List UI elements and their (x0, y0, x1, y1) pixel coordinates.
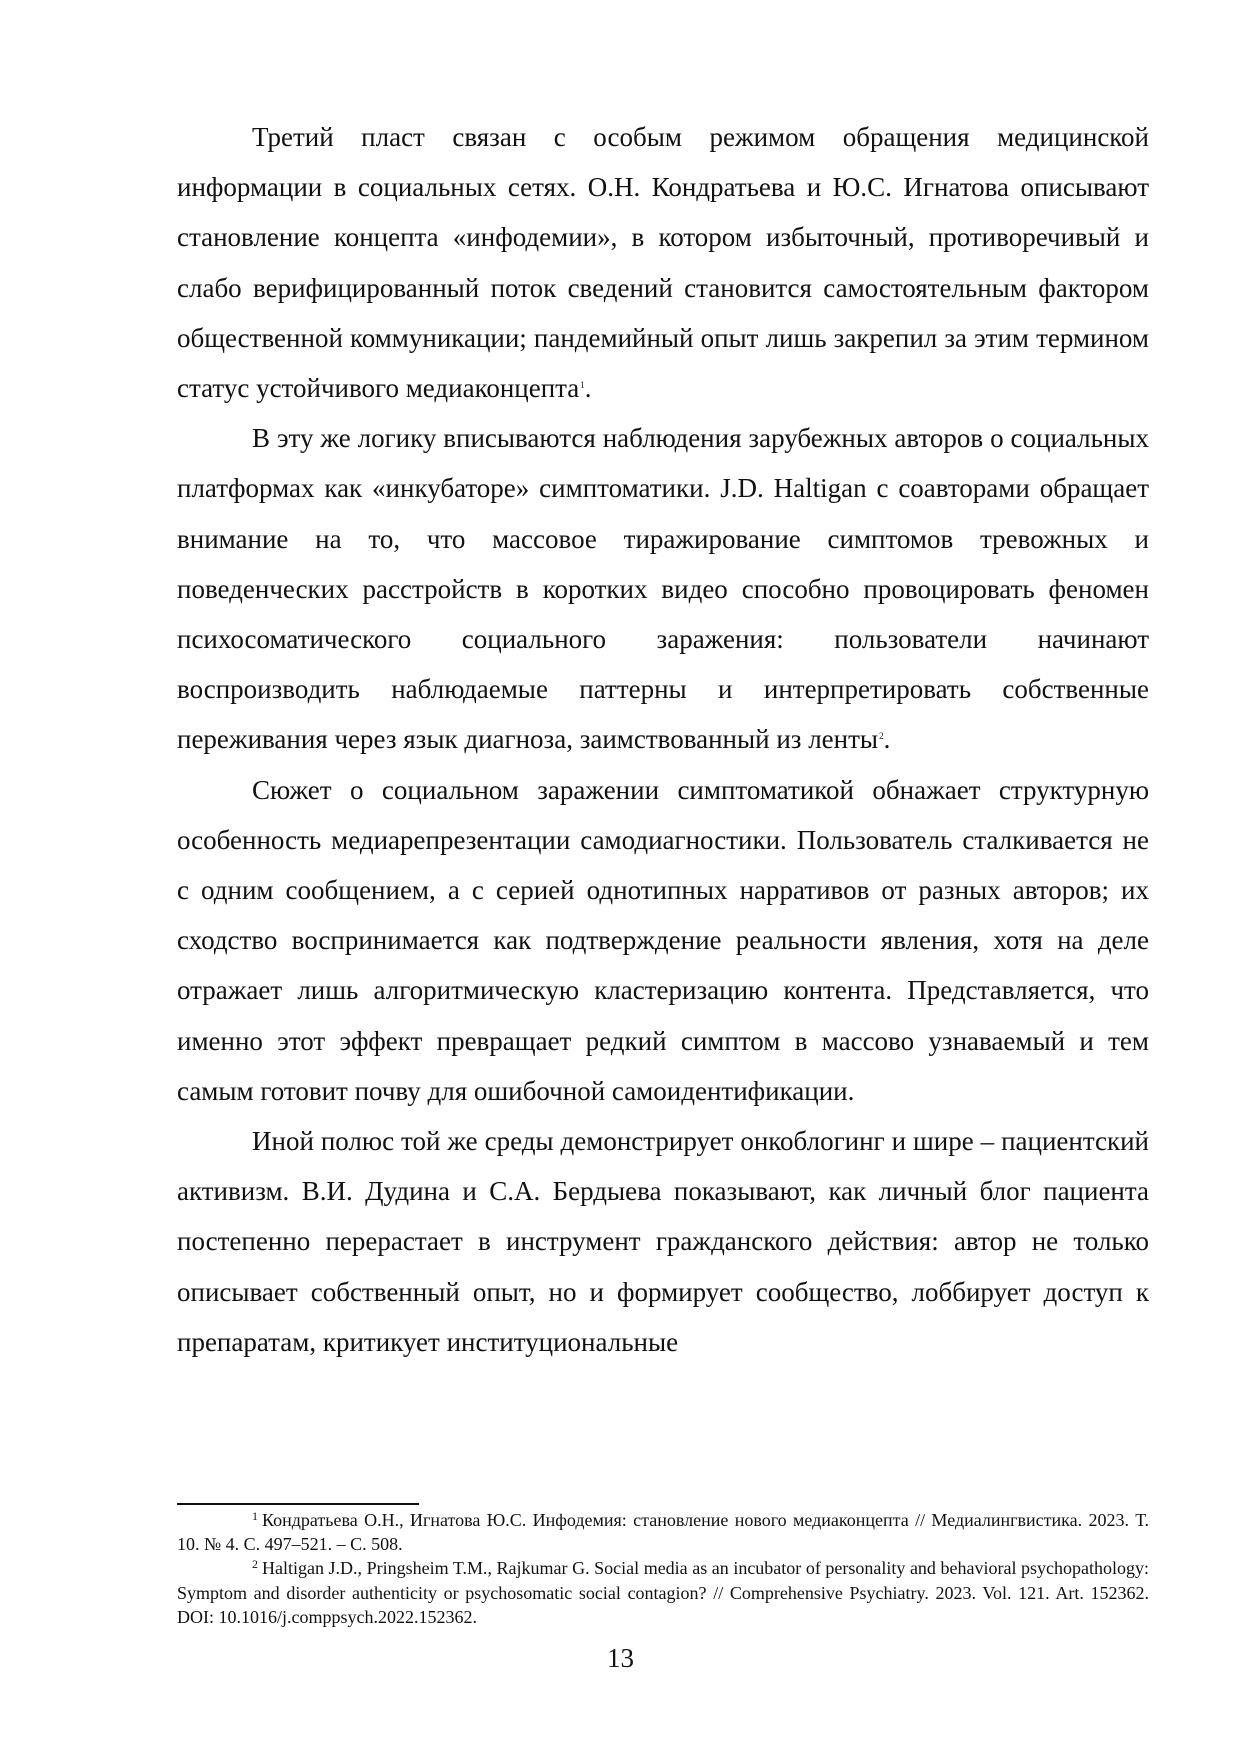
footnote-number: 2 (252, 1557, 258, 1572)
paragraph-tail: . (584, 373, 592, 404)
paragraph-infodemic (177, 112, 1149, 413)
footnote-reference-1[interactable]: 1 (580, 380, 585, 391)
footnotes (177, 1508, 1149, 1629)
body-text (177, 112, 1149, 1367)
footnote-number: 1 (252, 1509, 258, 1523)
paragraph-text: Третий пласт связан с особым режимом обращения медицинской информации в социальных сетях. О.Н. Кондратьева и Ю.С. Игнатова описывают становление концепта «инфодемии», в котором избыточный, противоречивый и слабо верифицированный поток сведений становится самостоятельным фактором общественной коммуникации; пандемийный опыт лишь закрепил за этим термином статус устойчивого медиаконцепта (177, 122, 1149, 404)
paragraph-text: В эту же логику вписываются наблюдения зарубежных авторов о социальных платформах как «инкубаторе» симптоматики. J.D. Haltigan с соавторами обращает внимание на то, что массовое тиражирование симптомов тревожных и поведенческих расстройств в коротких видео способно провоцировать феномен психосоматического социального заражения: пользователи начинают воспроизводить наблюдаемые паттерны и интерпретировать собственные переживания через язык диагноза, заимствованный из ленты (177, 423, 1149, 755)
paragraph-tail: . (883, 724, 891, 755)
paragraph-text: Иной полюс той же среды демонстрирует онкоблогинг и шире – пациентский активизм. В.И. Дудина и С.А. Бердыева показывают, как личный блог пациента постепенно перерастает в инструмент гражданского действия: автор не только описывает собственный опыт, но и формирует сообщество, лоббирует доступ к препаратам, критикует институциональные (177, 1126, 1149, 1357)
paragraph-structural-feature (177, 765, 1149, 1116)
footnote-reference-2[interactable]: 2 (879, 731, 884, 742)
paragraph-oncoblogging (177, 1116, 1149, 1367)
footnote-separator (177, 1503, 419, 1505)
footnote-1 (177, 1508, 1149, 1556)
footnote-2 (177, 1556, 1149, 1629)
paragraph-social-contagion (177, 413, 1149, 764)
footnote-text: Кондратьева О.Н., Игнатова Ю.С. Инфодемия: становление нового медиаконцепта // Медиалингвистика. 2023. Т. 10. № 4. С. 497–521. – С. 508. (177, 1510, 1149, 1555)
paragraph-text: Сюжет о социальном заражении симптоматикой обнажает структурную особенность медиарепрезентации самодиагностики. Пользователь сталкивается не с одним сообщением, а с серией однотипных нарративов от разных авторов; их сходство воспринимается как подтверждение реальности явления, хотя на деле отражает лишь алгоритмическую кластеризацию контента. Представляется, что именно этот эффект превращает редкий симптом в массово узнаваемый и тем самым готовит почву для ошибочной самоидентификации. (177, 774, 1149, 1106)
footnote-text: Haltigan J.D., Pringsheim T.M., Rajkumar G. Social media as an incubator of personality and behavioral psychopathology: Symptom and disorder authenticity or psychosomatic social contagion? // Comprehensive Psychiatry. 2023. Vol. 121. Art. 152362. DOI: 10.1016/j.comppsych.2022.152362. (177, 1558, 1149, 1627)
page-number: 13 (607, 1643, 634, 1673)
